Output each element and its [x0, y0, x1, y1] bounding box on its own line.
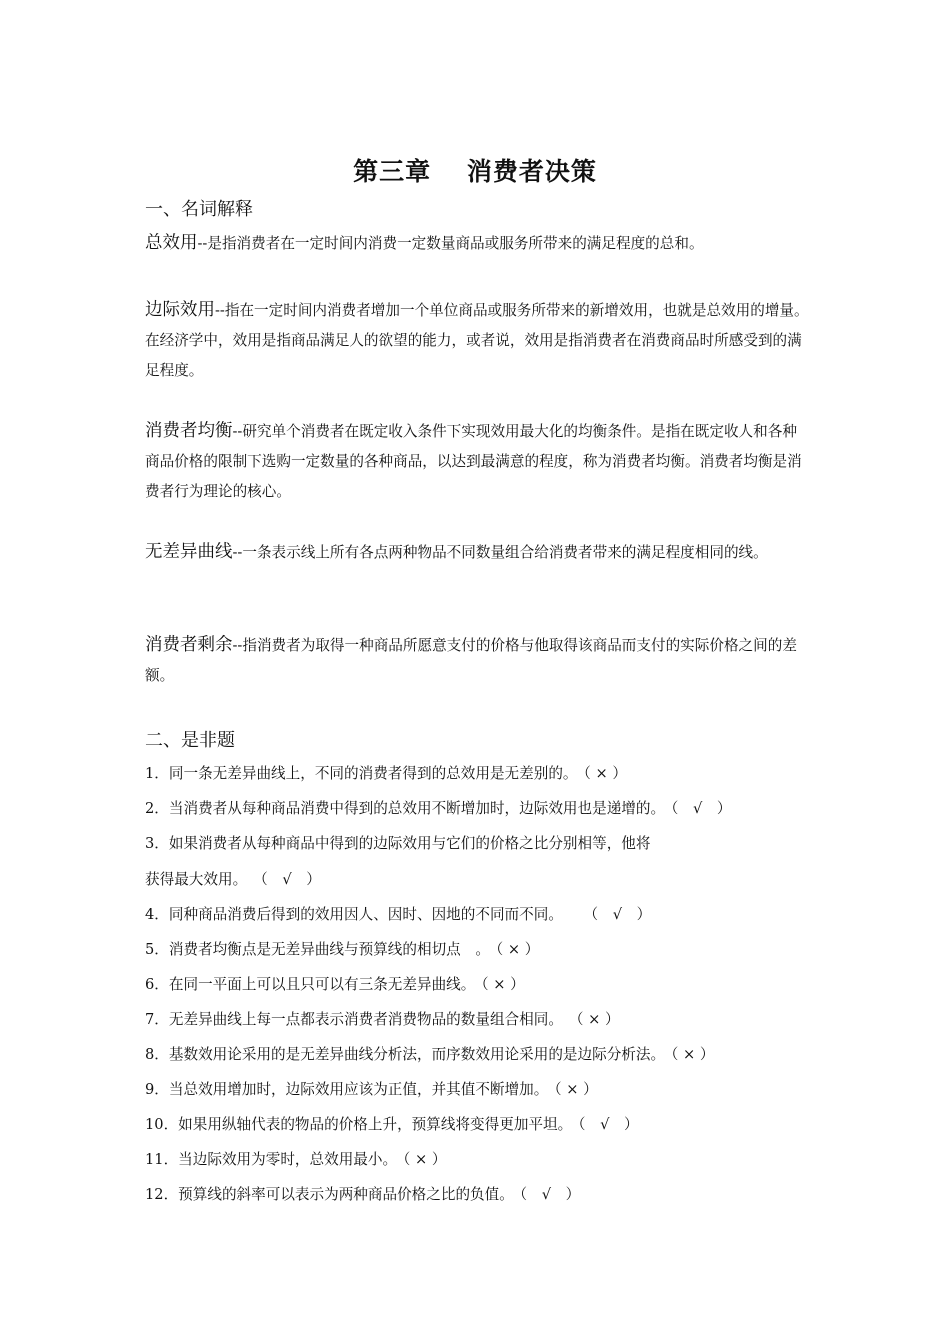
question-answer: （ √ ） — [519, 1186, 581, 1203]
question-item — [145, 1148, 825, 1172]
question-answer: （ × ） — [583, 765, 627, 782]
question-text: 8．基数效用论采用的是无差异曲线分析法，而序数效用论采用的是边际分析法。 — [145, 1046, 666, 1063]
question-text: 9．当总效用增加时，边际效用应该为正值，并其值不断增加。 — [145, 1081, 549, 1098]
definition-text: --指消费者为取得一种商品所愿意支付的价格与他取得该商品而支付的实际价格之间的差额。 — [145, 637, 797, 684]
question-item — [145, 1008, 825, 1032]
question-item — [145, 973, 825, 997]
question-text: 12．预算线的斜率可以表示为两种商品价格之比的负值。 — [145, 1186, 514, 1203]
question-item — [145, 832, 825, 856]
definition-consumer-equilibrium — [145, 416, 810, 507]
question-item — [145, 1043, 825, 1067]
question-answer: （ × ） — [481, 976, 525, 993]
definition-text: --一条表示线上所有各点两种物品不同数量组合给消费者带来的满足程度相同的线。 — [232, 544, 768, 561]
question-item — [145, 762, 825, 786]
question-item — [145, 1113, 825, 1137]
question-text: 5．消费者均衡点是无差异曲线与预算线的相切点 。 — [145, 941, 490, 958]
chapter-title: 第三章 消费者决策 — [353, 157, 597, 186]
question-item — [145, 938, 825, 962]
question-answer: （ √ ） — [245, 871, 321, 888]
definition-consumer-surplus — [145, 630, 810, 691]
question-text: 1．同一条无差异曲线上，不同的消费者得到的总效用是无差别的。 — [145, 765, 578, 782]
question-answer: （ √ ） — [578, 1116, 639, 1133]
definition-marginal-utility — [145, 295, 810, 386]
question-text: 7．无差异曲线上每一点都表示消费者消费物品的数量组合相同。 — [145, 1011, 556, 1028]
question-text: 10．如果用纵轴代表的物品的价格上升，预算线将变得更加平坦。 — [145, 1116, 573, 1133]
definition-indifference-curve — [145, 537, 810, 568]
question-item — [145, 903, 825, 927]
question-answer: （ × ） — [554, 1081, 598, 1098]
question-answer: （ √ ） — [671, 800, 732, 817]
question-text: 2．当消费者从每种商品消费中得到的总效用不断增加时，边际效用也是递增的。 — [145, 800, 666, 817]
question-answer: （ × ） — [671, 1046, 715, 1063]
question-item — [145, 868, 825, 892]
question-answer: （ √ ） — [561, 906, 652, 923]
definition-text: --研究单个消费者在既定收入条件下实现效用最大化的均衡条件。是指在既定收人和各种商品价格的限制下选购一定数量的各种商品，以达到最满意的程度，称为消费者均衡。消费者均衡是消费者行为理论的核心。 — [145, 423, 802, 500]
question-text: 11．当边际效用为零时，总效用最小。 — [145, 1151, 398, 1168]
definition-text: --是指消费者在一定时间内消费一定数量商品或服务所带来的满足程度的总和。 — [197, 235, 704, 252]
definition-term: 消费者均衡 — [145, 421, 233, 441]
question-answer: （ × ） — [561, 1011, 620, 1028]
question-text: 获得最大效用。 — [145, 871, 240, 888]
definition-term: 总效用 — [145, 233, 198, 253]
definition-total-utility — [145, 228, 810, 259]
question-text: 3．如果消费者从每种商品中得到的边际效用与它们的价格之比分别相等，他将 — [145, 835, 651, 852]
question-item — [145, 797, 825, 821]
question-item — [145, 1078, 825, 1102]
section-heading-definitions: 一、名词解释 — [145, 199, 253, 220]
question-item — [145, 1183, 825, 1207]
question-text: 4．同种商品消费后得到的效用因人、因时、因地的不同而不同。 — [145, 906, 556, 923]
definition-term: 消费者剩余 — [145, 635, 233, 655]
question-answer: （ × ） — [403, 1151, 447, 1168]
definition-term: 边际效用 — [145, 300, 215, 320]
definition-term: 无差异曲线 — [145, 542, 233, 562]
section-heading-true-false: 二、是非题 — [145, 730, 235, 751]
question-answer: （ × ） — [495, 941, 540, 958]
question-text: 6．在同一平面上可以且只可以有三条无差异曲线。 — [145, 976, 476, 993]
definition-text: --指在一定时间内消费者增加一个单位商品或服务所带来的新增效用，也就是总效用的增量。在经济学中，效用是指商品满足人的欲望的能力，或者说，效用是指消费者在消费商品时所感受到的满足程度。 — [145, 302, 809, 379]
